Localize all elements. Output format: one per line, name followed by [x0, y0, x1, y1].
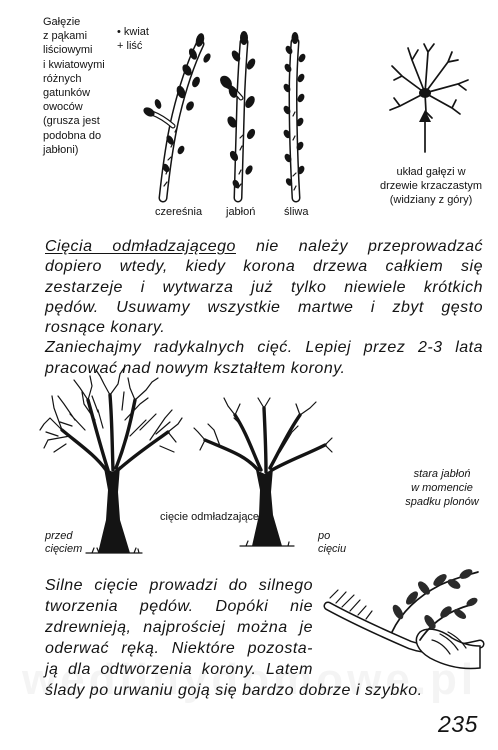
branches-caption [43, 15, 105, 157]
main-line: zestarzeje i wytwarza już tylko niewiele krótkich [45, 278, 483, 296]
legend-label-leaf: liść [126, 40, 143, 53]
label-before-line: cięciem [45, 543, 83, 555]
label-after-pruning [318, 530, 346, 556]
caption-line: jabłoni) [43, 143, 79, 156]
apple-bud [244, 164, 254, 176]
label-before-pruning [45, 530, 82, 556]
main-line: pracować nad nowym kształtem korony. [45, 359, 346, 377]
leaf-plus-icon: + [117, 40, 124, 53]
bottom-paragraph [45, 575, 475, 701]
label-old-tree-line: spadku plonów [405, 496, 479, 508]
main-line: rosnące konary. [45, 319, 166, 337]
legend-item-leaf [117, 39, 149, 53]
label-old-apple-tree [392, 467, 492, 509]
apple-branch-drawing [218, 31, 257, 198]
cherry-bud [202, 52, 212, 64]
caption-line: owoców [43, 101, 83, 114]
cherry-bud [191, 76, 202, 89]
apple-bud [245, 127, 257, 140]
cherry-bud [153, 98, 162, 109]
caption-line: liściowymi [43, 44, 93, 57]
tree-before-limbs [62, 395, 168, 470]
caption-line: podobna do [43, 129, 102, 142]
label-old-tree-line: stara jabłoń [413, 468, 471, 480]
bush-caption-line: układ gałęzi w [396, 166, 466, 178]
bush-top-view-drawing [390, 44, 468, 152]
legend-label-flower: kwiat [123, 26, 149, 38]
legend [117, 25, 149, 53]
tree-after-limbs [205, 408, 325, 472]
label-old-tree-line: w momencie [411, 482, 473, 494]
caption-line: i kwiatowymi [43, 58, 105, 71]
tree-before-trunk [98, 466, 130, 553]
bottom-line: ślady po urwaniu goją się bardzo dobrze i szybko. [45, 682, 423, 699]
branch-label-plum: śliwa [284, 206, 309, 218]
main-line-rest: nie należy przeprowadzać [255, 238, 483, 255]
main-term-underlined: Cięcia odmładzającego [45, 238, 236, 255]
bush-branches [390, 44, 468, 120]
cherry-bud [176, 145, 186, 156]
bush-center-trunk [419, 88, 431, 98]
tree-after-trunk [252, 468, 282, 546]
label-rejuvenation-pruning: cięcie odmładzające [160, 511, 260, 523]
bush-caption-line: (widziany z góry) [389, 194, 473, 206]
plum-bud [296, 93, 306, 104]
bush-caption-line: drzewie krzaczastym [379, 180, 483, 192]
bottom-line: ją dla odtworzenia korony. Latem [45, 661, 313, 678]
caption-line: różnych [43, 72, 82, 85]
cherry-side-shoot-fill [152, 113, 173, 126]
tree-before-pruning-drawing [40, 368, 182, 553]
cherry-bud [184, 100, 195, 112]
caption-line: gatunków [43, 87, 91, 100]
main-line [45, 237, 483, 257]
cherry-branch-drawing [142, 32, 212, 198]
main-paragraph [45, 237, 483, 379]
bottom-line: oderwać ręką. Niektóre pozosta- [45, 640, 313, 657]
branch-label-apple: jabłoń [226, 206, 256, 218]
main-line: dopiero wtedy, kiedy korona drzewa całkiem się [45, 258, 483, 276]
bush-caption [370, 165, 492, 207]
branch-label-cherry: czereśnia [155, 206, 203, 218]
bottom-line: tworzenia pędów. Dopóki nie [45, 598, 313, 615]
main-line: pędów. Usuwamy wszystkie martwe i zbyt gęsto [45, 298, 483, 316]
caption-line: (grusza jest [43, 115, 100, 128]
label-before-line: przed [45, 530, 73, 542]
legend-item-flower [117, 25, 149, 39]
plum-branch-drawing [282, 32, 307, 198]
main-line: Zaniechajmy radykalnych cięć. Lepiej przez 2-3 lata [45, 339, 483, 357]
label-after-line: cięciu [318, 543, 347, 555]
plum-bud [292, 32, 299, 44]
flower-dot-icon: • [117, 26, 121, 38]
label-after-line: po [318, 530, 331, 542]
apple-bud [240, 31, 248, 45]
caption-line: Gałęzie [43, 16, 81, 28]
bottom-line: Silne cięcie prowadzi do silnego [45, 577, 313, 594]
caption-line: z pąkami [43, 30, 88, 43]
bottom-line: zdrewnieją, najprościej można je [45, 619, 313, 636]
page-number: 235 [438, 711, 478, 737]
